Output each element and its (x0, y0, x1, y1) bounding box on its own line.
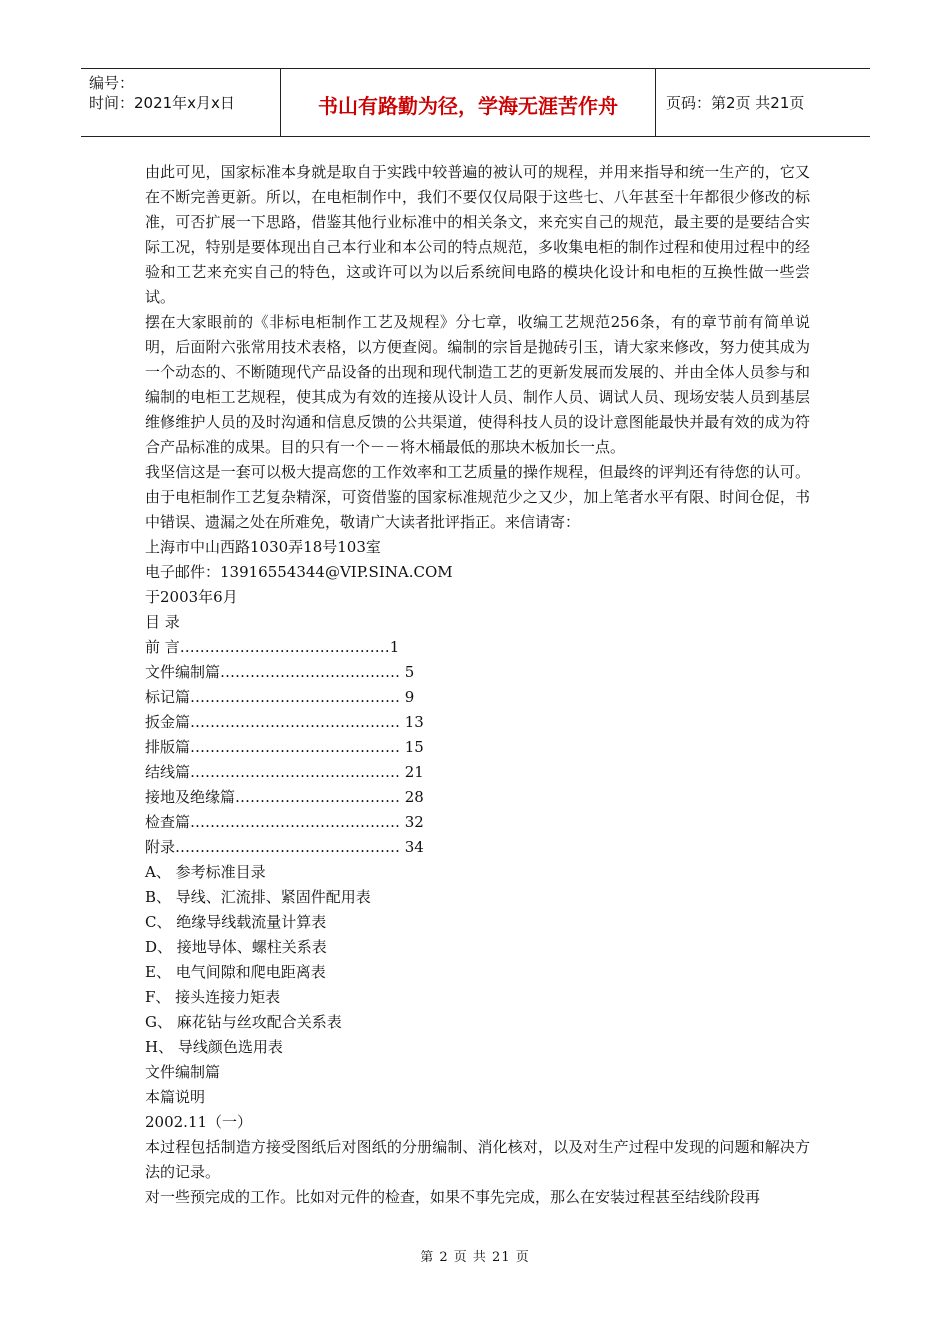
appendix-item: B、 导线、汇流排、紧固件配用表 (145, 888, 371, 906)
appendix-item: H、 导线颜色选用表 (145, 1038, 283, 1056)
section-subtitle: 本篇说明 (145, 1088, 206, 1106)
section-date: 2002.11（一） (145, 1113, 253, 1131)
section-title: 文件编制篇 (145, 1063, 221, 1081)
toc-entry: 附录……………………………………… 34 (145, 838, 424, 856)
document-number: 编号： (89, 74, 135, 92)
document-time: 时间：2021年x月x日 (89, 94, 235, 112)
toc-title: 目 录 (145, 613, 180, 631)
header-page-info: 页码：第2页 共21页 (666, 94, 805, 112)
section-paragraph: 对一些预完成的工作。比如对元件的检查，如果不事先完成，那么在安装过程甚至结线阶段再 (145, 1188, 761, 1206)
toc-entry: 检查篇…………………………………… 32 (145, 813, 424, 831)
page-header (81, 68, 870, 137)
appendix-item: E、 电气间隙和爬电距离表 (145, 963, 326, 981)
toc-entry: 前 言……………………………………1 (145, 638, 400, 656)
contact-address: 上海市中山西路1030弄18号103室 (145, 538, 381, 556)
toc-entry: 标记篇…………………………………… 9 (145, 688, 415, 706)
body-paragraph: 我坚信这是一套可以极大提高您的工作效率和工艺质量的操作规程，但最终的评判还有待您的认可。由于电柜制作工艺复杂精深，可资借鉴的国家标准规范少之又少，加上笔者水平有限、时间仓促，书中错误、遗漏之处在所难免，敬请广大读者批评指正。来信请寄： (145, 463, 810, 531)
header-info-cell (81, 69, 281, 136)
header-motto: 书山有路勤为径，学海无涯苦作舟 (281, 69, 656, 136)
appendix-item: C、 绝缘导线载流量计算表 (145, 913, 327, 931)
document-body (145, 160, 810, 1210)
page-footer: 第 2 页 共 21 页 (420, 1250, 530, 1265)
toc-entry: 文件编制篇……………………………… 5 (145, 663, 415, 681)
toc-entry: 接地及绝缘篇…………………………… 28 (145, 788, 424, 806)
toc-entry: 扳金篇…………………………………… 13 (145, 713, 424, 731)
toc-entry: 排版篇…………………………………… 15 (145, 738, 424, 756)
appendix-item: A、 参考标准目录 (145, 863, 266, 881)
appendix-item: F、 接头连接力矩表 (145, 988, 281, 1006)
toc-entry: 结线篇…………………………………… 21 (145, 763, 424, 781)
body-paragraph: 由此可见，国家标准本身就是取自于实践中较普遍的被认可的规程，并用来指导和统一生产的，它又在不断完善更新。所以，在电柜制作中，我们不要仅仅局限于这些七、八年甚至十年都很少修改的标准，可否扩展一下思路，借鉴其他行业标准中的相关条文，来充实自己的规范，最主要的是要结合实际工况，特别是要体现出自己本行业和本公司的特点规范，多收集电柜的制作过程和使用过程中的经验和工艺来充实自己的特色，这或许可以为以后系统间电路的模块化设计和电柜的互换性做一些尝试。 (145, 163, 810, 306)
appendix-item: G、 麻花钻与丝攻配合关系表 (145, 1013, 342, 1031)
contact-email: 电子邮件：13916554344@VIP.SINA.COM (145, 563, 453, 581)
appendix-item: D、 接地导体、螺柱关系表 (145, 938, 327, 956)
contact-date: 于2003年6月 (145, 588, 238, 606)
section-paragraph: 本过程包括制造方接受图纸后对图纸的分册编制、消化核对，以及对生产过程中发现的问题和解决方法的记录。 (145, 1138, 810, 1181)
body-paragraph: 摆在大家眼前的《非标电柜制作工艺及规程》分七章，收编工艺规范256条，有的章节前有简单说明，后面附六张常用技术表格，以方便查阅。编制的宗旨是抛砖引玉，请大家来修改，努力使其成为一个动态的、不断随现代产品设备的出现和现代制造工艺的更新发展而发展的、并由全体人员参与和编制的电柜工艺规程，使其成为有效的连接从设计人员、制作人员、调试人员、现场安装人员到基层维修维护人员的及时沟通和信息反馈的公共渠道，使得科技人员的设计意图能最快并最有效的成为符合产品标准的成果。目的只有一个－－将木桶最低的那块木板加长一点。 (145, 313, 810, 456)
